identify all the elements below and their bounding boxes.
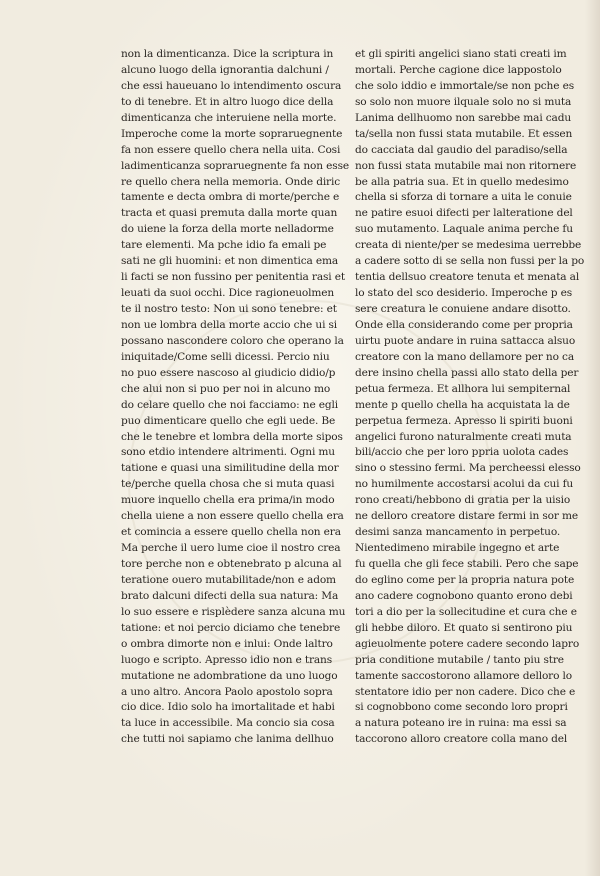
text-line: iniquitade/Come selli dicessi. Percio niu — [121, 350, 330, 363]
text-line: do uiene la forza della morte nelladorme — [121, 223, 334, 236]
text-line: Nientedimeno mirabile ingegno et arte — [355, 542, 560, 555]
text-line: creata di niente/per se medesima uerrebbe — [355, 239, 582, 252]
text-line: no puo essere nascoso al giudicio didio/p — [121, 366, 336, 379]
text-line: so solo non muore ilquale solo no si muta — [355, 95, 572, 108]
text-line: stentatore idio per non cadere. Dico che e — [355, 685, 576, 698]
text-line: che tutti noi sapiamo che lanima dellhuo — [121, 733, 334, 746]
text-line: lo suo essere e risplèdere sanza alcuna mu — [121, 605, 346, 618]
text-line: possano nascondere coloro che operano la — [121, 334, 344, 347]
text-line: sino o stessino fermi. Ma percheessi elesso — [355, 462, 581, 475]
text-line: brato dalcuni difecti della sua natura: Ma — [121, 589, 339, 602]
text-line: mutatione ne adombratione da uno luogo — [121, 669, 338, 682]
text-line: a uno altro. Ancora Paolo apostolo sopra — [121, 685, 333, 698]
text-line: gli hebbe diloro. Et quato si sentirono piu — [355, 621, 573, 634]
text-line: tentia dellsuo creatore tenuta et menata al — [355, 271, 580, 284]
text-line: puo dimenticare quello che egli uede. Be — [121, 414, 336, 427]
text-line: luogo e scripto. Apresso idio non e trans — [121, 653, 333, 666]
text-line: ta/sella non fussi stata mutabile. Et essen — [355, 127, 573, 140]
text-line: desimi sanza mancamento in perpetuo. — [355, 526, 561, 539]
text-line: Onde ella considerando come per propria — [355, 318, 573, 331]
text-line: tare elementi. Ma pche idio fa emali pe — [121, 239, 327, 252]
text-line: fu quella che gli fece stabili. Pero che sape — [355, 558, 579, 570]
text-line: alcuno luogo della ignorantia dalchuni / — [121, 63, 329, 76]
text-line: et gli spiriti angelici siano stati creati im — [355, 48, 567, 60]
text-line: Ma perche il uero lume cioe il nostro crea — [121, 542, 341, 555]
text-line: taccorono alloro creatore colla mano del — [355, 733, 568, 746]
text-line: be alla patria sua. Et in quello medesimo — [355, 175, 569, 188]
text-line: dimenticanza che interuiene nella morte. — [121, 111, 337, 124]
text-line: si cognobbono come secondo loro propri — [355, 701, 568, 714]
text-line: petua fermeza. Et allhora lui sempiternal — [355, 382, 571, 395]
text-line: tamente saccostorono allamore delloro lo — [355, 669, 572, 682]
text-line: che essi haueuano lo intendimento oscura — [121, 79, 342, 92]
text-line: rono creati/hebbono di gratia per la uisio — [355, 494, 571, 507]
text-line: to di tenebre. Et in altro luogo dice della — [121, 95, 334, 108]
text-line: tori a dio per la sollecitudine et cura che e — [355, 605, 577, 618]
text-line: tamente e decta ombra di morte/perche e — [121, 191, 340, 204]
text-line: fa non essere quello chera nella uita. Cosi — [121, 143, 341, 156]
text-line: non ue lombra della morte accio che ui si — [121, 318, 338, 331]
text-line: tatione e quasi una similitudine della mor — [121, 462, 339, 475]
text-line: bili/accio che per loro ppria uolota cades — [355, 446, 569, 459]
text-line: che solo iddio e immortale/se non pche es — [355, 79, 574, 92]
text-line: perpetua fermeza. Apresso li spiriti buoni — [355, 414, 573, 427]
text-line: re quello chera nella memoria. Onde diric — [121, 175, 340, 188]
text-line: angelici furono naturalmente creati muta — [355, 430, 572, 443]
text-line: lo stato del sco desiderio. Imperoche p es — [355, 287, 573, 300]
text-line: te il nostro testo: Non ui sono tenebre: et — [121, 303, 337, 315]
text-line: ladimenticanza sopraruegnente fa non esse — [121, 159, 349, 172]
text-line: sati ne gli huomini: et non dimentica ema — [121, 255, 339, 268]
text-line: uirtu puote andare in ruina sattacca alsuo — [355, 334, 576, 347]
text-line: ta luce in accessibile. Ma concio sia cosa — [121, 717, 335, 730]
text-line: sono etdio intendere altrimenti. Ogni mu — [121, 446, 335, 459]
text-line: tore perche non e obtenebrato p alcuna al — [121, 558, 342, 570]
text-line: no humilmente accostarsi acolui da cui fu — [355, 478, 574, 491]
text-line: do celare quello che noi facciamo: ne egli — [121, 398, 339, 411]
text-line: a cadere sotto di se sella non fussi per la po — [355, 255, 585, 268]
text-line: teratione ouero mutabilitade/non e adom — [121, 573, 336, 586]
text-line: creatore con la mano dellamore per no ca — [355, 350, 574, 363]
text-line: leuati da suoi occhi. Dice ragioneuolmen — [121, 287, 335, 300]
text-column-right — [355, 47, 590, 748]
text-line: ne patire esuoi difecti per lalteratione del — [355, 207, 573, 220]
text-line: a natura poteano ire in ruina: ma essi sa — [355, 717, 567, 730]
text-line: non fussi stata mutabile mai non ritornere — [355, 159, 577, 172]
text-line: sere creatura le conuiene andare disotto. — [355, 303, 571, 315]
text-line: ano cadere cognobono quanto erono debi — [355, 589, 573, 602]
text-line: che alui non si puo per noi in alcuno mo — [121, 382, 331, 395]
text-line: do cacciata dal gaudio del paradiso/sella — [355, 143, 568, 156]
text-line: cio dice. Idio solo ha imortalitade et habi — [121, 701, 335, 714]
text-line: muore inquello chella era prima/in modo — [121, 494, 335, 507]
text-line: Imperoche come la morte sopraruegnente — [121, 127, 343, 140]
text-line: chella uiene a non essere quello chella era — [121, 510, 344, 523]
text-line: non la dimenticanza. Dice la scriptura in — [121, 48, 334, 60]
text-line: tatione: et noi percio diciamo che tenebre — [121, 621, 341, 634]
text-line: do eglino come per la propria natura pote — [355, 573, 575, 586]
text-line: te/perche quella chosa che si muta quasi — [121, 478, 335, 491]
text-column-left — [121, 47, 349, 748]
text-line: dere insino chella passi allo stato della per — [355, 366, 579, 379]
text-line: o ombra dimorte non e inlui: Onde laltro — [121, 637, 333, 650]
text-line: tracta et quasi premuta dalla morte quan — [121, 207, 338, 220]
text-line: agieuolmente potere cadere secondo lapro — [355, 637, 580, 650]
text-line: li facti se non fussino per penitentia rasi et — [121, 271, 345, 284]
text-line: ne delloro creatore distare fermi in sor me — [355, 510, 579, 523]
text-line: che le tenebre et lombra della morte sipos — [121, 430, 343, 443]
text-line: mente p quello chella ha acquistata la de — [355, 398, 570, 411]
text-line: pria conditione mutabile / tanto piu stre — [355, 653, 564, 666]
text-line: suo mutamento. Laquale anima perche fu — [355, 223, 573, 236]
text-line: chella si sforza di tornare a uita le conuie — [355, 191, 572, 204]
text-line: et comincia a essere quello chella non era — [121, 526, 341, 539]
text-line: mortali. Perche cagione dice lappostolo — [355, 63, 562, 76]
text-line: Lanima dellhuomo non sarebbe mai cadu — [355, 111, 572, 124]
